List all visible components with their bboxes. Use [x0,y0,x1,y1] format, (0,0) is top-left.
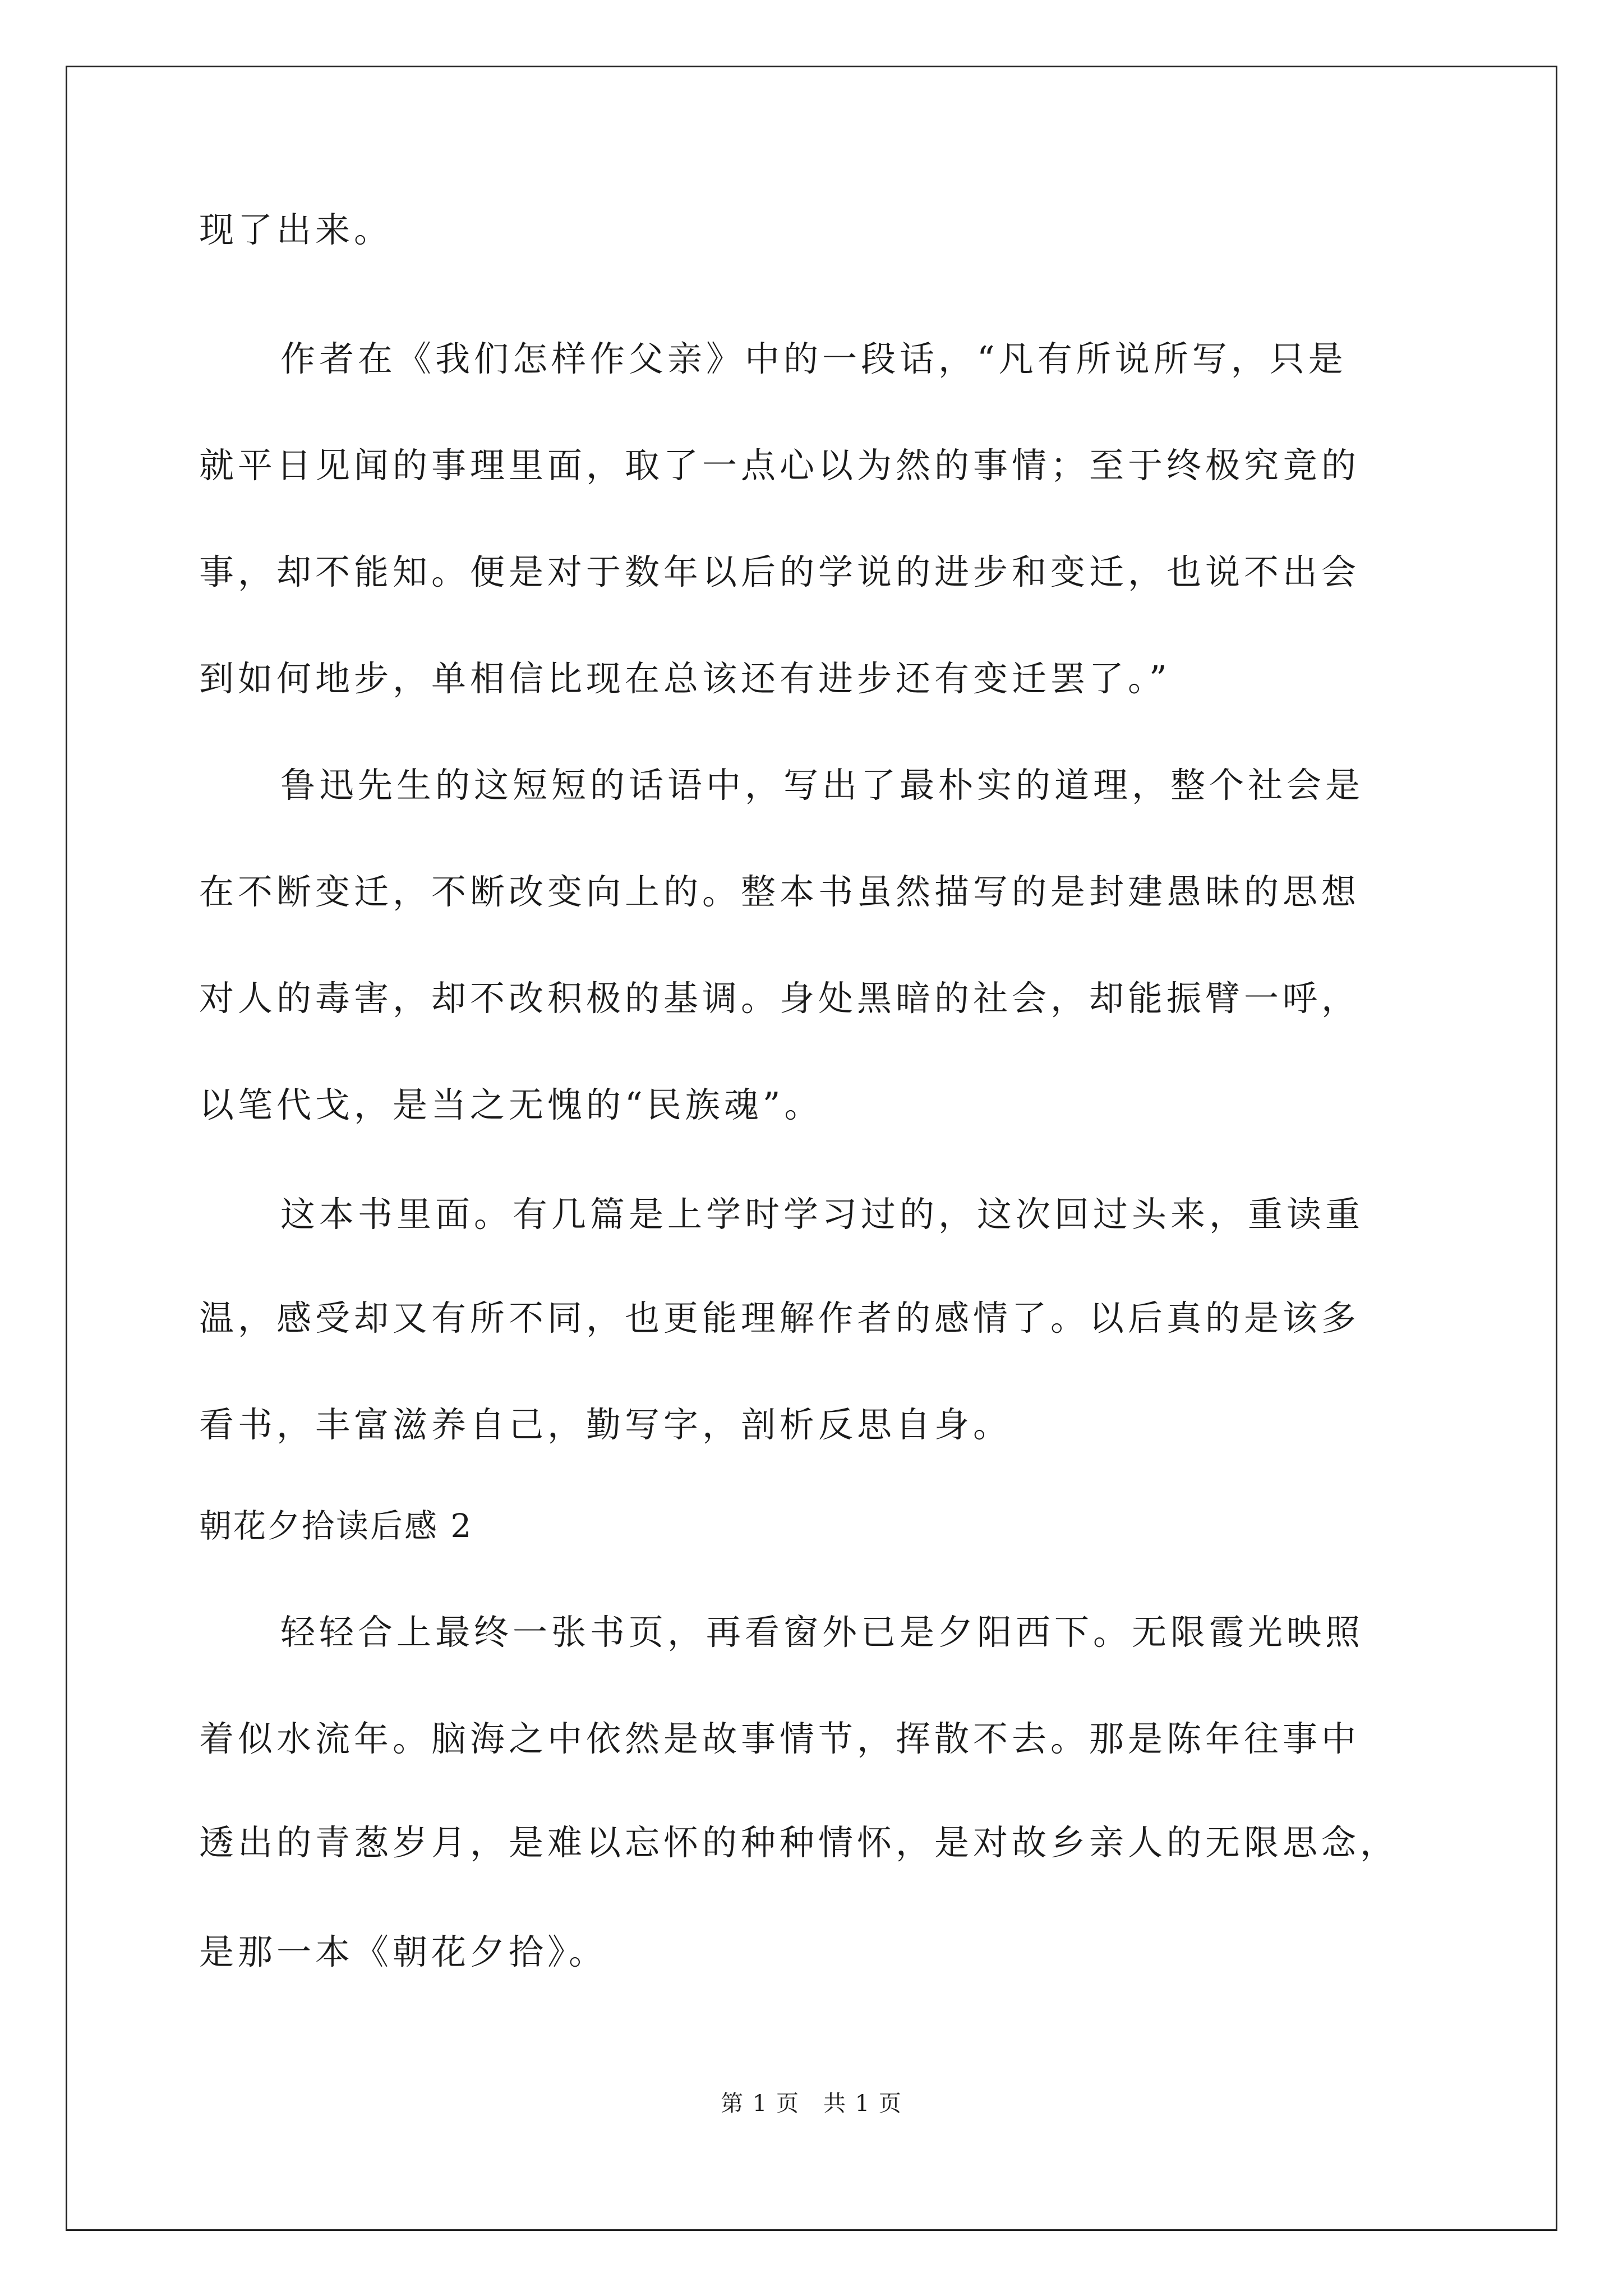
section-heading: 朝花夕拾读后感 2 [199,1507,473,1545]
paragraph-line: 这本书里面。有几篇是上学时学习过的，这次回过头来，重读重 [280,1194,1364,1235]
page-footer: 第 1 页 共 1 页 [721,2091,902,2116]
paragraph-line: 看书，丰富滋养自己，勤写字，剖析反思自身。 [199,1404,1012,1445]
page-border [66,66,1557,2231]
paragraph-line: 对人的毒害，却不改积极的基调。身处黑暗的社会，却能振臂一呼， [199,978,1361,1019]
paragraph-line: 鲁迅先生的这短短的话语中，写出了最朴实的道理，整个社会是 [280,765,1364,806]
paragraph-line: 作者在《我们怎样作父亲》中的一段话，“凡有所说所写，只是 [280,338,1347,379]
paragraph-line: 就平日见闻的事理里面，取了一点心以为然的事情；至于终极究竟的 [199,445,1361,486]
paragraph-line: 轻轻合上最终一张书页，再看窗外已是夕阳西下。无限霞光映照 [280,1612,1364,1653]
paragraph-line: 以笔代戈，是当之无愧的“民族魂”。 [199,1084,823,1125]
paragraph-line: 透出的青葱岁月，是难以忘怀的种种情怀，是对故乡亲人的无限思念， [199,1822,1399,1863]
paragraph-line: 是那一本《朝花夕拾》。 [199,1931,608,1972]
paragraph-line: 温，感受却又有所不同，也更能理解作者的感情了。以后真的是该多 [199,1297,1361,1338]
paragraph-line: 着似水流年。脑海之中依然是故事情节，挥散不去。那是陈年往事中 [199,1718,1361,1759]
paragraph-line: 在不断变迁，不断改变向上的。整本书虽然描写的是封建愚昧的思想 [199,871,1361,912]
paragraph-line: 到如何地步，单相信比现在总该还有进步还有变迁罢了。” [199,658,1171,699]
paragraph-line: 事，却不能知。便是对于数年以后的学说的进步和变迁，也说不出会 [199,551,1361,592]
paragraph-line: 现了出来。 [199,209,393,250]
